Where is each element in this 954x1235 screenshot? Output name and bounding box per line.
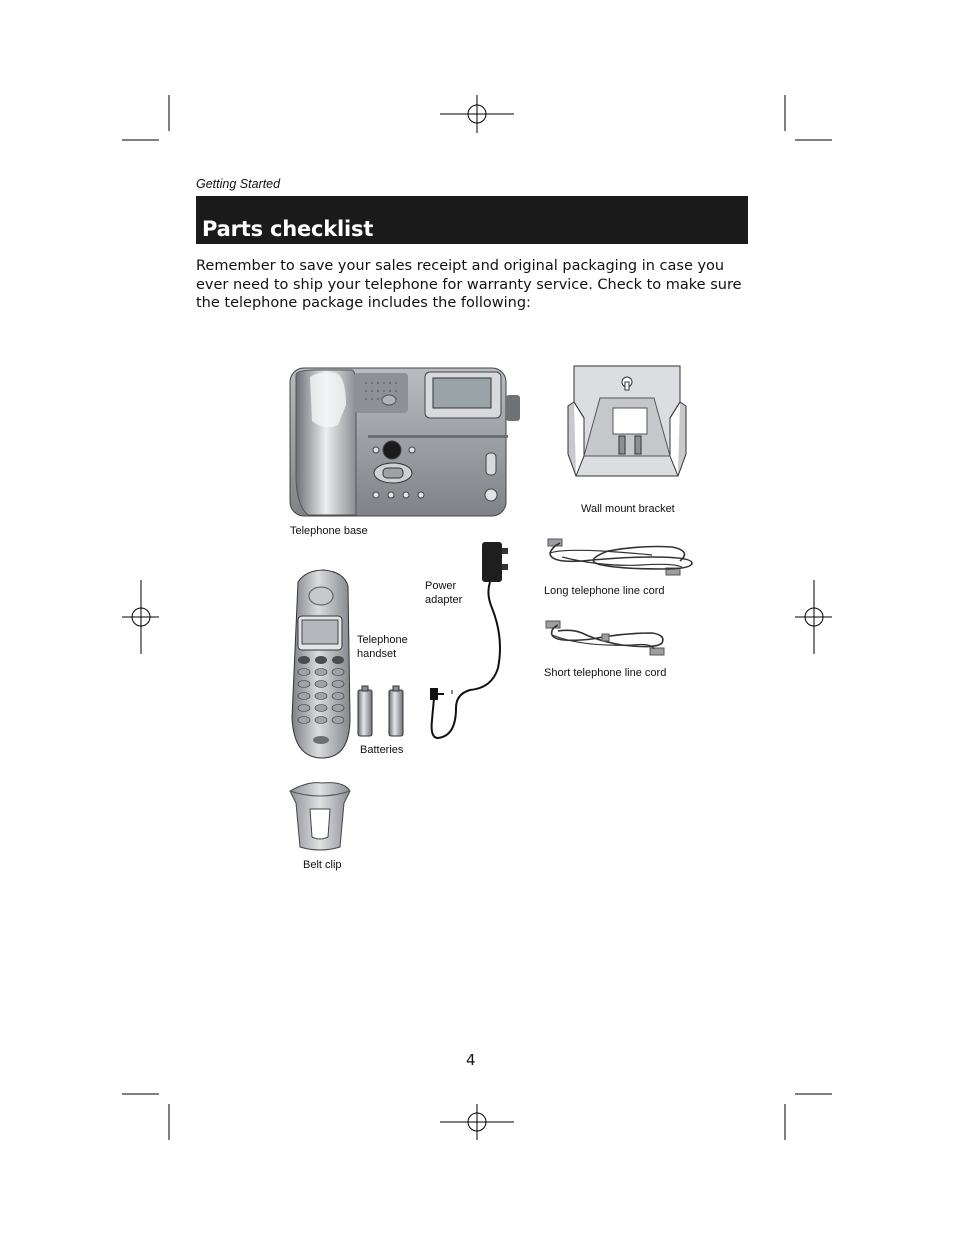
batteries-label: Batteries — [360, 744, 404, 756]
wall-mount-bracket-label: Wall mount bracket — [581, 503, 675, 515]
long-line-cord-label: Long telephone line cord — [544, 585, 665, 597]
registration-target-right — [795, 580, 832, 654]
title-bar — [196, 196, 748, 244]
telephone-base-image — [288, 365, 524, 521]
power-adapter-label: Power adapter — [425, 580, 463, 606]
short-line-cord-label: Short telephone line cord — [544, 667, 667, 679]
telephone-handset-label: Telephone handset — [357, 634, 408, 660]
telephone-handset-image — [288, 568, 354, 762]
registration-target-left — [122, 580, 159, 654]
power-adapter-image — [426, 538, 526, 746]
batteries-image — [355, 684, 411, 740]
page-title: Parts checklist — [202, 217, 374, 241]
page-number: 4 — [466, 1051, 476, 1069]
registration-target-top — [440, 95, 514, 133]
section-label: Getting Started — [196, 177, 281, 191]
intro-paragraph: Remember to save your sales receipt and original packaging in case you ever need to ship your telephone for warranty service. Check to make sure the telephone package includes the following: — [196, 258, 742, 311]
registration-target-bottom — [440, 1104, 514, 1140]
wall-mount-bracket-image — [566, 364, 688, 484]
belt-clip-label: Belt clip — [303, 859, 342, 871]
belt-clip-image — [288, 781, 352, 853]
long-line-cord-image — [542, 537, 696, 579]
short-line-cord-image — [542, 619, 670, 657]
telephone-base-label: Telephone base — [290, 525, 368, 537]
